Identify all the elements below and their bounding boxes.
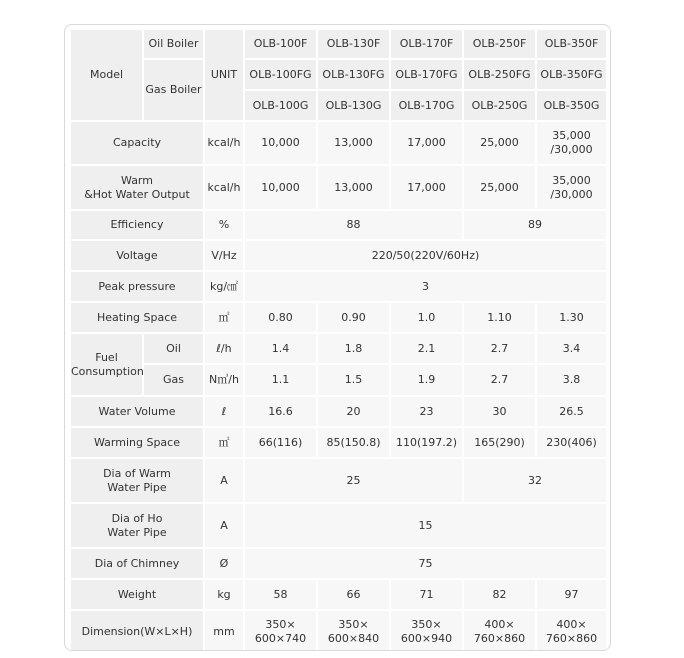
- row-ho-pipe: [70, 503, 607, 548]
- model-header: Model: [70, 29, 143, 121]
- fuel-gas-label: Gas: [143, 364, 204, 396]
- warm-pipe-label-line2: Water Pipe: [107, 480, 167, 494]
- row-weight: [70, 579, 607, 610]
- warm-output-value-3: 17,000: [390, 165, 463, 210]
- capacity-unit: kcal/h: [204, 121, 244, 165]
- fuel-consumption-label: [70, 333, 143, 396]
- fuel-oil-value-5: 3.4: [536, 333, 607, 364]
- water-volume-unit: ℓ: [204, 396, 244, 427]
- fuel-gas-value-1: 1.1: [244, 364, 317, 396]
- row-peak-pressure: [70, 271, 607, 302]
- row-voltage: [70, 240, 607, 271]
- row-warm-output: [70, 165, 607, 210]
- water-volume-value-3: 23: [390, 396, 463, 427]
- warm-output-value-1: 10,000: [244, 165, 317, 210]
- row-fuel-oil: [70, 333, 607, 364]
- weight-label: Weight: [70, 579, 204, 610]
- fuel-oil-value-3: 2.1: [390, 333, 463, 364]
- water-volume-value-1: 16.6: [244, 396, 317, 427]
- chimney-label: Dia of Chimney: [70, 548, 204, 579]
- capacity-label: Capacity: [70, 121, 204, 165]
- water-volume-value-2: 20: [317, 396, 390, 427]
- dimension-value-4-line2: 760×860: [473, 632, 526, 645]
- warm-output-label: [70, 165, 204, 210]
- capacity-value-3: 17,000: [390, 121, 463, 165]
- model-gas-5: OLB-350G: [536, 90, 607, 121]
- chimney-value: 75: [244, 548, 607, 579]
- gas-boiler-label: Gas Boiler: [143, 59, 204, 121]
- row-warm-pipe: [70, 458, 607, 503]
- efficiency-value-a: 88: [244, 210, 463, 240]
- fuel-oil-unit: ℓ/h: [204, 333, 244, 364]
- weight-value-4: 82: [463, 579, 536, 610]
- model-oil-2: OLB-130F: [317, 29, 390, 59]
- fuel-gas-value-5: 3.8: [536, 364, 607, 396]
- row-warming-space: [70, 427, 607, 458]
- peak-pressure-label: Peak pressure: [70, 271, 204, 302]
- model-gas-4: OLB-250G: [463, 90, 536, 121]
- dimension-value-5: [536, 610, 607, 651]
- warm-output-value-5-line2: /30,000: [550, 187, 593, 201]
- fuel-oil-value-4: 2.7: [463, 333, 536, 364]
- model-gas-1: OLB-100G: [244, 90, 317, 121]
- model-oil-1: OLB-100F: [244, 29, 317, 59]
- capacity-value-5-line2: /30,000: [550, 143, 593, 156]
- capacity-value-4: 25,000: [463, 121, 536, 165]
- warm-pipe-value-b: 32: [463, 458, 607, 503]
- warm-output-value-4: 25,000: [463, 165, 536, 210]
- warm-output-value-5: [536, 165, 607, 210]
- heating-space-value-2: 0.90: [317, 302, 390, 333]
- model-fg-2: OLB-130FG: [317, 59, 390, 90]
- warming-space-value-3: 110(197.2): [390, 427, 463, 458]
- fuel-oil-value-1: 1.4: [244, 333, 317, 364]
- dimension-value-3: [390, 610, 463, 651]
- dimension-value-5-line2: 760×860: [545, 632, 598, 645]
- warm-output-value-5-line1: 35,000: [552, 173, 591, 187]
- fuel-gas-unit: N㎥/h: [204, 364, 244, 396]
- ho-pipe-unit: A: [204, 503, 244, 548]
- warm-output-label-line2: &Hot Water Output: [84, 187, 190, 201]
- capacity-value-5: [536, 121, 607, 165]
- model-fg-4: OLB-250FG: [463, 59, 536, 90]
- fuel-gas-value-2: 1.5: [317, 364, 390, 396]
- header-row-fg: [70, 59, 607, 90]
- heating-space-label: Heating Space: [70, 302, 204, 333]
- dimension-value-3-line2: 600×940: [400, 632, 453, 645]
- fuel-consumption-label-line2: Consumption: [71, 364, 144, 378]
- voltage-value: 220/50(220V/60Hz): [244, 240, 607, 271]
- ho-pipe-label: [70, 503, 204, 548]
- dimension-value-2-line2: 600×840: [327, 632, 380, 645]
- row-efficiency: [70, 210, 607, 240]
- model-oil-4: OLB-250F: [463, 29, 536, 59]
- row-fuel-gas: [70, 364, 607, 396]
- water-volume-value-5: 26.5: [536, 396, 607, 427]
- heating-space-value-3: 1.0: [390, 302, 463, 333]
- row-capacity: [70, 121, 607, 165]
- weight-unit: kg: [204, 579, 244, 610]
- header-row-oil: [70, 29, 607, 59]
- dimension-value-4-line1: 400×: [484, 618, 515, 631]
- fuel-consumption-label-line1: Fuel: [95, 350, 118, 364]
- row-dimension: [70, 610, 607, 651]
- efficiency-value-b: 89: [463, 210, 607, 240]
- warming-space-value-1: 66(116): [244, 427, 317, 458]
- model-fg-1: OLB-100FG: [244, 59, 317, 90]
- water-volume-value-4: 30: [463, 396, 536, 427]
- model-gas-3: OLB-170G: [390, 90, 463, 121]
- warm-pipe-label-line1: Dia of Warm: [103, 466, 171, 480]
- warm-output-unit: kcal/h: [204, 165, 244, 210]
- peak-pressure-value: 3: [244, 271, 607, 302]
- oil-boiler-label: Oil Boiler: [143, 29, 204, 59]
- warming-space-unit: ㎡: [204, 427, 244, 458]
- warming-space-value-5: 230(406): [536, 427, 607, 458]
- ho-pipe-label-line1: Dia of Ho: [111, 511, 163, 525]
- warm-pipe-unit: A: [204, 458, 244, 503]
- warming-space-value-2: 85(150.8): [317, 427, 390, 458]
- dimension-value-5-line1: 400×: [556, 618, 587, 631]
- model-fg-3: OLB-170FG: [390, 59, 463, 90]
- voltage-label: Voltage: [70, 240, 204, 271]
- weight-value-5: 97: [536, 579, 607, 610]
- model-fg-5: OLB-350FG: [536, 59, 607, 90]
- weight-value-1: 58: [244, 579, 317, 610]
- ho-pipe-value: 15: [244, 503, 607, 548]
- dimension-value-1-line1: 350×: [265, 618, 296, 631]
- capacity-value-1: 10,000: [244, 121, 317, 165]
- dimension-unit: mm: [204, 610, 244, 651]
- row-heating-space: [70, 302, 607, 333]
- spec-table-frame: [64, 24, 611, 651]
- warm-output-label-line1: Warm: [121, 173, 153, 187]
- voltage-unit: V/Hz: [204, 240, 244, 271]
- chimney-unit: Ø: [204, 548, 244, 579]
- heating-space-unit: ㎡: [204, 302, 244, 333]
- weight-value-2: 66: [317, 579, 390, 610]
- efficiency-unit: %: [204, 210, 244, 240]
- model-oil-3: OLB-170F: [390, 29, 463, 59]
- water-volume-label: Water Volume: [70, 396, 204, 427]
- warm-pipe-label: [70, 458, 204, 503]
- boiler-spec-table: [69, 28, 608, 651]
- warming-space-label: Warming Space: [70, 427, 204, 458]
- warm-pipe-value-a: 25: [244, 458, 463, 503]
- peak-pressure-unit: kg/㎠: [204, 271, 244, 302]
- capacity-value-5-line1: 35,000: [552, 129, 591, 142]
- dimension-value-4: [463, 610, 536, 651]
- row-chimney: [70, 548, 607, 579]
- heating-space-value-1: 0.80: [244, 302, 317, 333]
- fuel-gas-value-4: 2.7: [463, 364, 536, 396]
- heating-space-value-5: 1.30: [536, 302, 607, 333]
- dimension-value-1: [244, 610, 317, 651]
- fuel-oil-value-2: 1.8: [317, 333, 390, 364]
- warming-space-value-4: 165(290): [463, 427, 536, 458]
- fuel-gas-value-3: 1.9: [390, 364, 463, 396]
- dimension-value-2: [317, 610, 390, 651]
- dimension-value-2-line1: 350×: [338, 618, 369, 631]
- unit-header: UNIT: [204, 29, 244, 121]
- dimension-value-3-line1: 350×: [411, 618, 442, 631]
- capacity-value-2: 13,000: [317, 121, 390, 165]
- fuel-oil-label: Oil: [143, 333, 204, 364]
- ho-pipe-label-line2: Water Pipe: [107, 525, 167, 539]
- model-gas-2: OLB-130G: [317, 90, 390, 121]
- warm-output-value-2: 13,000: [317, 165, 390, 210]
- dimension-value-1-line2: 600×740: [254, 632, 307, 645]
- heating-space-value-4: 1.10: [463, 302, 536, 333]
- weight-value-3: 71: [390, 579, 463, 610]
- efficiency-label: Efficiency: [70, 210, 204, 240]
- row-water-volume: [70, 396, 607, 427]
- model-oil-5: OLB-350F: [536, 29, 607, 59]
- dimension-label: Dimension(W×L×H): [70, 610, 204, 651]
